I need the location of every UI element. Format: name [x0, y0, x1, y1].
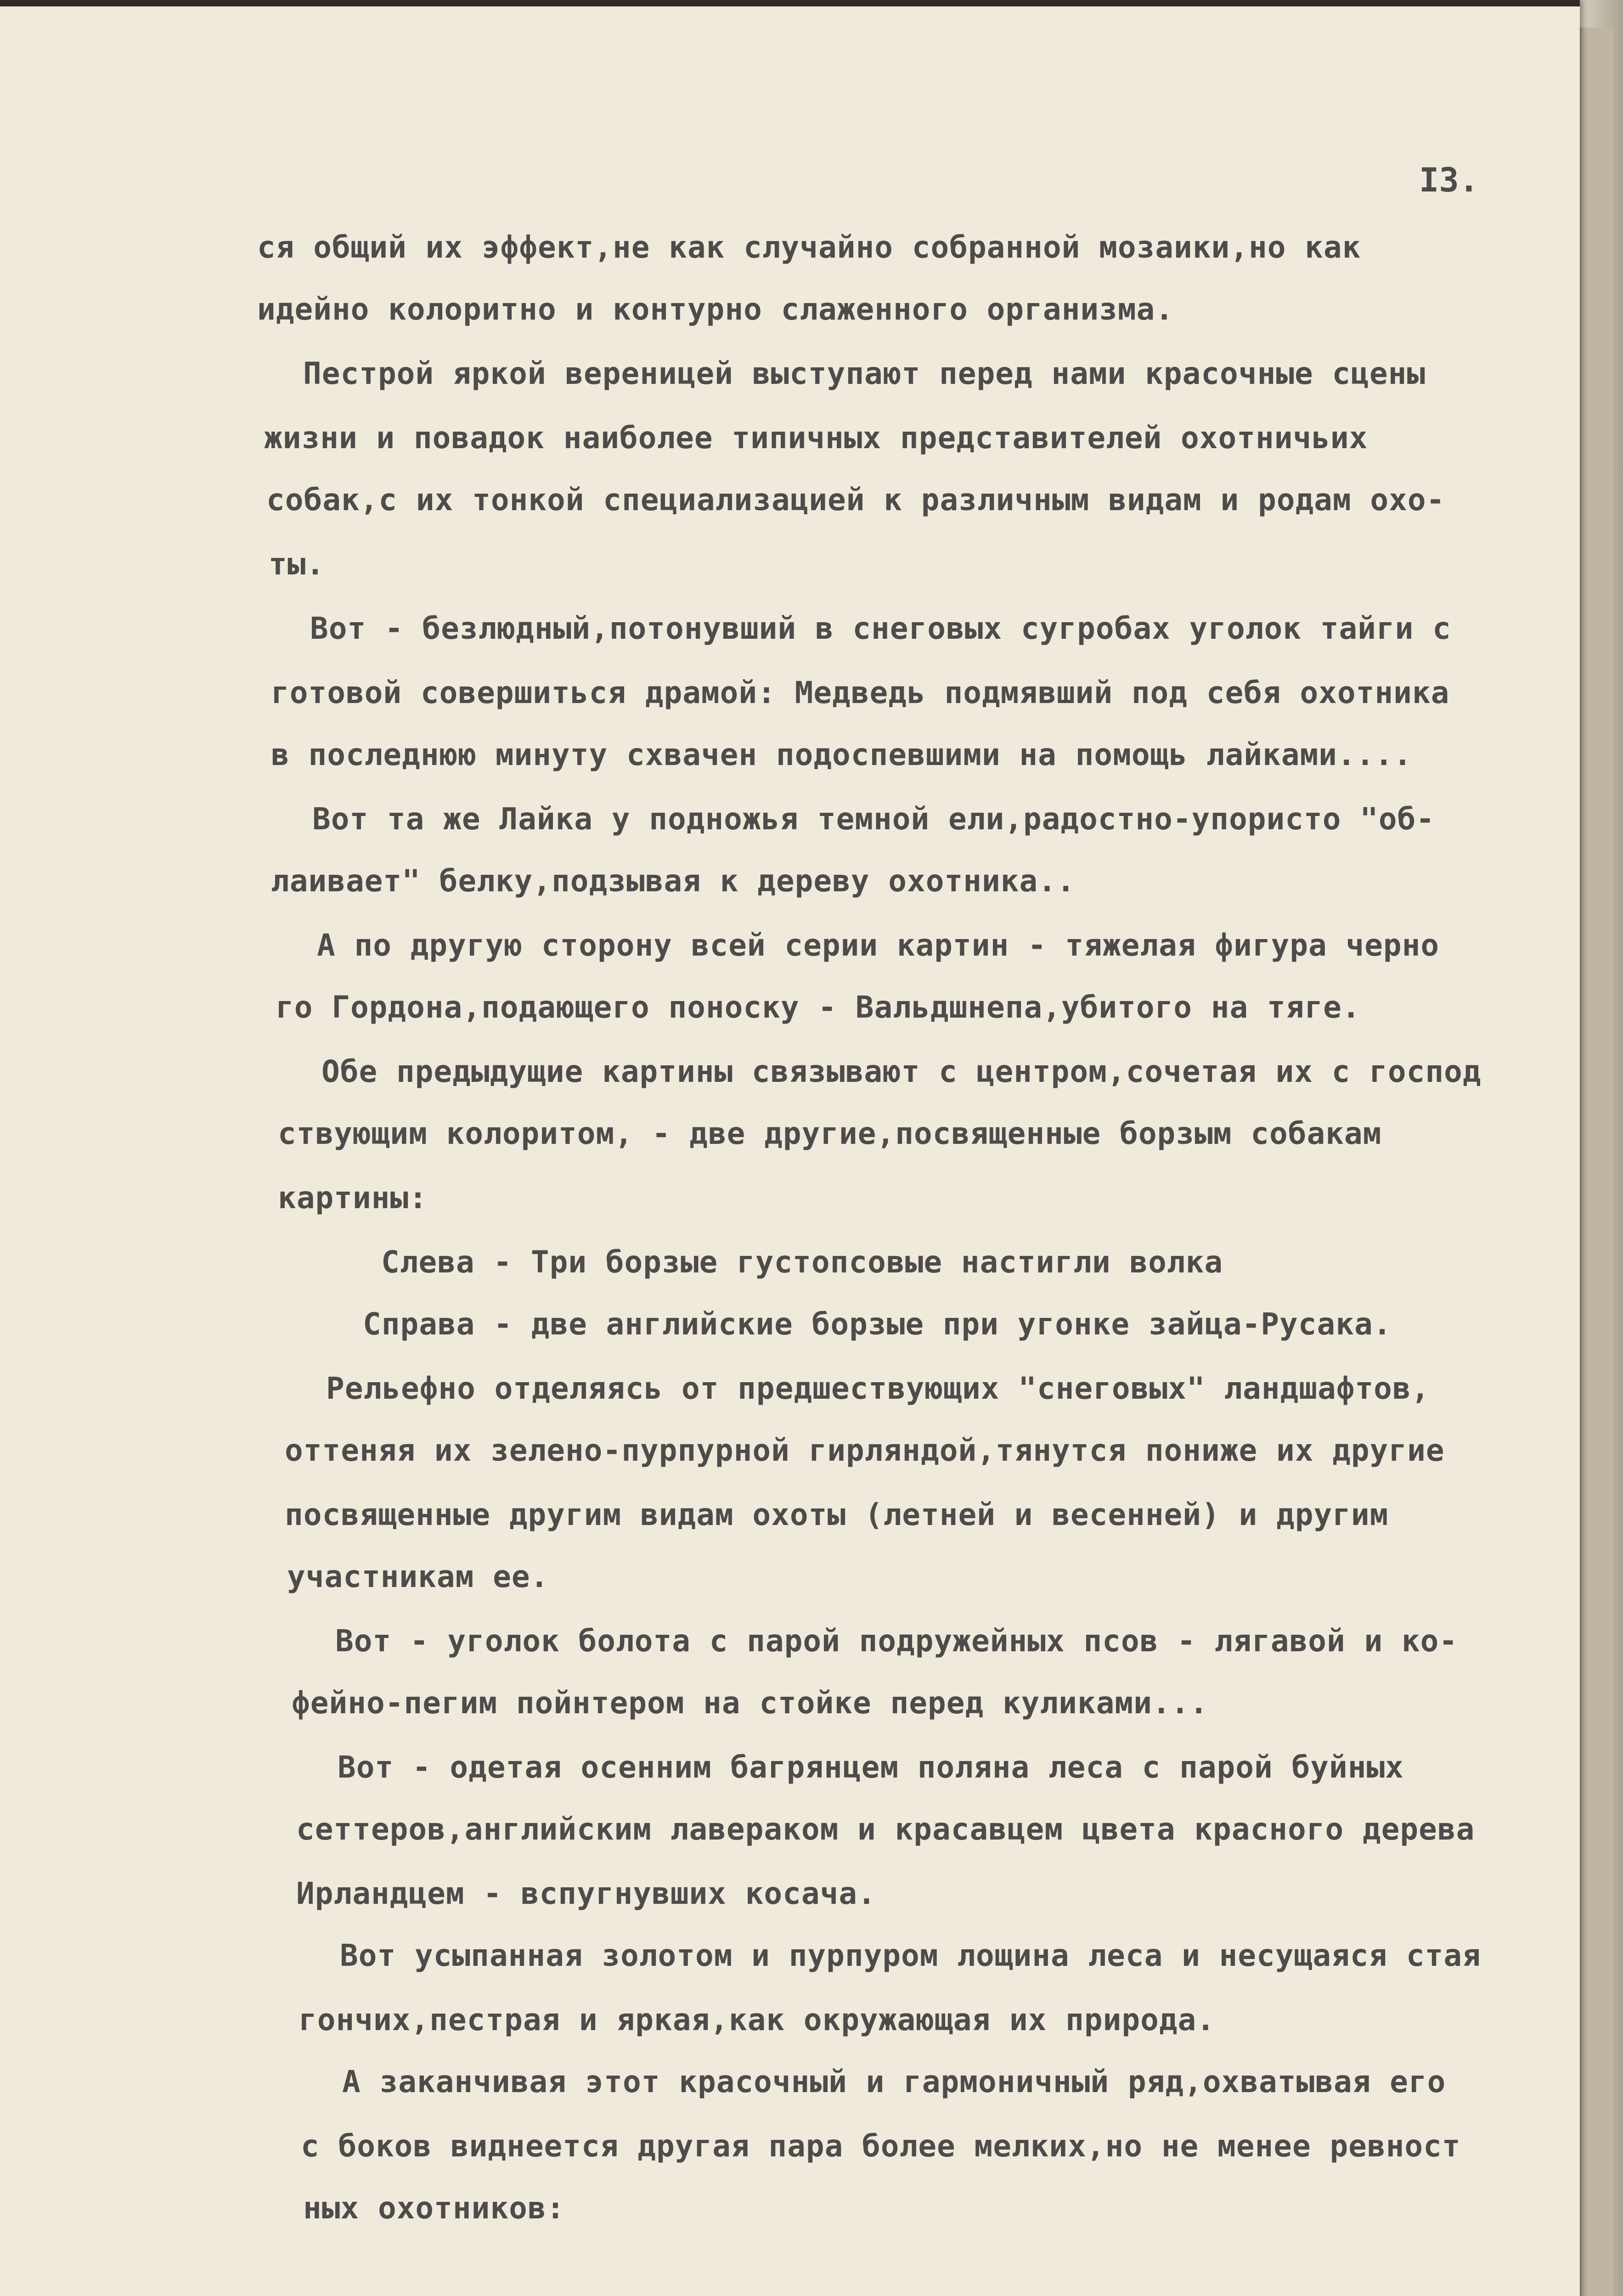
text-line: Вот - уголок болота с парой подружейных псов - лягавой и ко- — [335, 1623, 1458, 1659]
text-line: Вот та же Лайка у подножья темной ели,радостно-упористо "об- — [312, 801, 1435, 837]
top-edge-shadow — [0, 0, 1580, 6]
text-line: Слева - Три борзые густопсовые настигли волка — [381, 1244, 1223, 1280]
text-line: Обе предыдущие картины связывают с центром,сочетая их с господ — [321, 1054, 1482, 1089]
text-line: Ирландцем - вспугнувших косача. — [296, 1876, 876, 1911]
underlying-sheet-edge — [1580, 28, 1613, 2296]
text-line: А заканчивая этот красочный и гармоничный ряд,охватывая его — [342, 2064, 1446, 2099]
text-line: оттеняя их зелено-пурпурной гирляндой,тянутся пониже их другие — [285, 1433, 1445, 1468]
text-line: ся общий их эффект,не как случайно собранной мозаики,но как — [257, 230, 1361, 265]
text-line: гончих,пестрая и яркая,как окружающая их природа. — [299, 2002, 1216, 2037]
text-line: ты. — [269, 546, 325, 582]
text-line: фейно-пегим пойнтером на стойке перед куликами... — [292, 1685, 1209, 1721]
text-line: жизни и повадок наиболее типичных представителей охотничьих — [264, 420, 1368, 456]
text-line: го Гордона,подающего поноску - Вальдшнепа,убитого на тяге. — [276, 990, 1361, 1025]
text-line: ствующим колоритом, - две другие,посвященные борзым собакам — [278, 1116, 1382, 1151]
text-line: лаивает" белку,подзывая к дереву охотника.. — [271, 863, 1076, 899]
text-line: с боков виднеется другая пара более мелких,но не менее ревност — [301, 2128, 1461, 2164]
text-line: картины: — [278, 1180, 428, 1216]
text-line: ных охотников: — [303, 2190, 565, 2226]
text-line: Вот - одетая осенним багрянцем поляна леса с парой буйных — [338, 1750, 1404, 1785]
text-line: участникам ее. — [287, 1559, 549, 1594]
text-line: посвященные другим видам охоты (летней и весенней) и другим — [285, 1497, 1389, 1532]
text-line: собак,с их тонкой специализацией к различным видам и родам охо- — [266, 482, 1445, 518]
text-line: идейно колоритно и контурно слаженного организма. — [257, 292, 1174, 327]
text-line: в последнюю минуту схвачен подоспевшими на помощь лайками.... — [271, 737, 1412, 772]
text-line: Справа - две английские борзые при угонке зайца-Русака. — [363, 1306, 1392, 1342]
text-line: А по другую сторону всей серии картин - тяжелая фигура черно — [317, 928, 1440, 963]
text-line: сеттеров,английским лавераком и красавцем цвета красного дерева — [296, 1812, 1475, 1847]
text-line: Вот - безлюдный,потонувший в снеговых сугробах уголок тайги с — [310, 611, 1451, 646]
page-number: I3. — [1419, 161, 1479, 199]
text-line: Рельефно отделяясь от предшествующих "снеговых" ландшафтов, — [326, 1371, 1430, 1406]
text-line: готовой совершиться драмой: Медведь подмявший под себя охотника — [271, 675, 1450, 710]
text-line: Пестрой яркой вереницей выступают перед нами красочные сцены — [303, 356, 1426, 391]
text-line: Вот усыпанная золотом и пурпуром лощина леса и несущаяся стая — [340, 1938, 1481, 1973]
